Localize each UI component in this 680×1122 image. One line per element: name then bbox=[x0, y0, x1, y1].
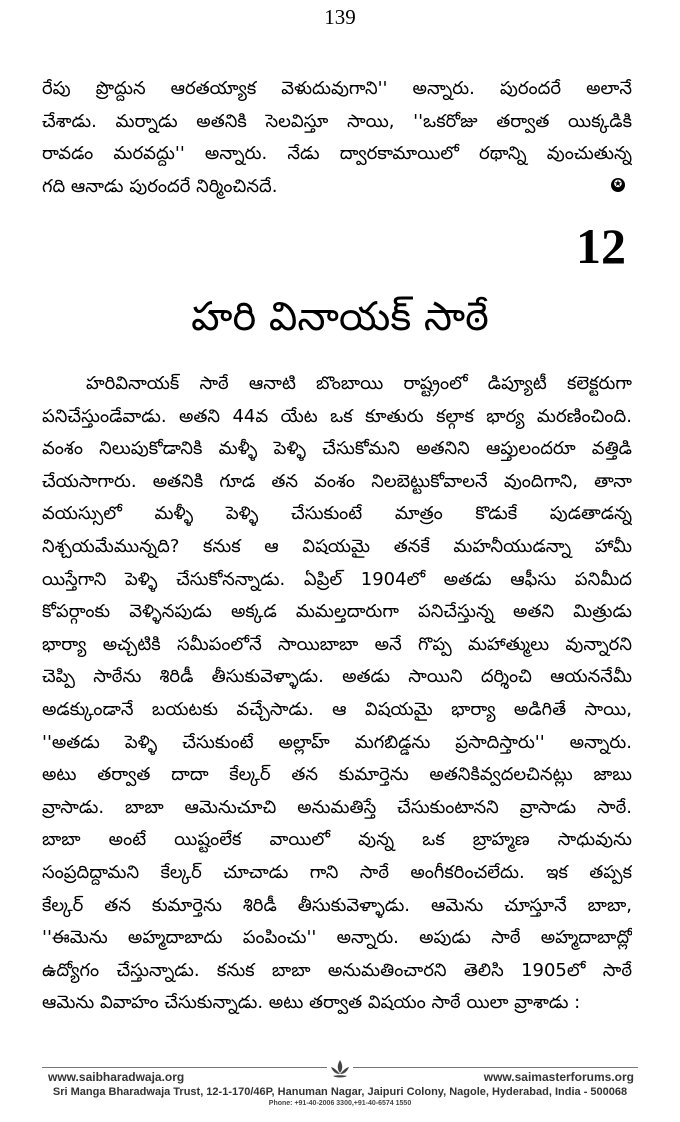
text-line: కోపర్గాంకు వెళ్ళినపుడు అక్కడ మమల్తదారుగా పనిచేస్తున్న అతని మిత్రుడు bbox=[42, 601, 632, 623]
publisher-address: Sri Manga Bharadwaja Trust, 12-1-170/46P, Hanuman Nagar, Jaipuri Colony, Nagole, Hyderabad, India - 500068 bbox=[52, 1086, 628, 1098]
text-line: వంశం నిలుపుకోడానికి మళ్ళీ పెళ్ళి చేసుకోమని అతనిని ఆప్తులందరూ వత్తిడి bbox=[42, 438, 632, 460]
text-line: అటు తర్వాత దాదా కేల్కర్ తన కుమార్తెను అతనికివ్వదలచినట్లు జాబు bbox=[42, 764, 632, 786]
text-line: ''ఈమెను అహ్మదాబాదు పంపించు'' అన్నారు. అపుడు సాఠే అహ్మదాబాద్లో bbox=[42, 927, 632, 949]
text-line: వ్రాసాడు. బాబా ఆమెనుచూచి అనుమతిస్తే చేసుకుంటానని వ్రాసాడు సాఠే. bbox=[42, 796, 632, 818]
text-line: చేశాడు. మర్నాడు అతనికి సెలవిస్తూ సాయి, ''ఒకరోజు తర్వాత యిక్కడికి bbox=[42, 110, 632, 132]
text-line: గది ఆనాడు పురందరే నిర్మించినదే. bbox=[42, 175, 278, 197]
previous-chapter-ending-paragraph bbox=[42, 73, 632, 203]
text-line: హరివినాయక్ సాఠే ఆనాటి బొంబాయి రాష్ట్రంలో డిప్యూటీ కలెక్టరుగా bbox=[86, 373, 632, 394]
chapter-number: 12 bbox=[576, 218, 626, 274]
chapter-title: హరి వినాయక్ సాఠే bbox=[191, 294, 489, 340]
text-line: ''అతడు పెళ్ళి చేసుకుంటే అల్లాహ్ మగబిడ్డను ప్రసాదిస్తారు'' అన్నారు. bbox=[42, 731, 632, 753]
text-line: అడక్కుండానే బయటకు వచ్చేసాడు. ఆ విషయమై భార్యా అడిగితే సాయి, bbox=[42, 698, 632, 720]
text-line: చెప్పి సాఠేను శిరిడీ తీసుకువెళ్ళాడు. అతడు సాయిని దర్శించి ఆయననేమీ bbox=[42, 666, 632, 688]
website-url-right: www.saimasterforums.org bbox=[483, 1070, 634, 1084]
star-in-circle-icon: ✪ bbox=[611, 178, 625, 192]
website-url-left: www.saibharadwaja.org bbox=[48, 1070, 185, 1084]
publisher-phone: Phone: +91-40-2006 3300,+91-40-6574 1550 bbox=[268, 1100, 412, 1107]
text-line: భార్యా అచ్చటికి సమీపంలోనే సాయిబాబా అనే గొప్ప మహాత్ములు వున్నారని bbox=[42, 633, 632, 655]
text-line: ఉద్యోగం చేస్తున్నాడు. కనుక బాబా అనుమతించారని తెలిసి 1905లో సాఠే bbox=[42, 959, 632, 981]
lotus-emblem-icon bbox=[327, 1057, 353, 1083]
page-number: 139 bbox=[324, 5, 356, 29]
text-line: చేయసాగారు. అతనికి గూడ తన వంశం నిలబెట్టుకోవాలనే వుందిగాని, తానా bbox=[42, 470, 632, 492]
text-line: ఆమెను వివాహం చేసుకున్నాడు. అటు తర్వాత విషయం సాఠే యిలా వ్రాశాడు : bbox=[42, 992, 581, 1014]
text-line: సంప్రదిద్దామని కేల్కర్ చూచాడు గాని సాఠే అంగీకరించలేదు. ఇక తప్పక bbox=[42, 861, 632, 883]
text-line: వయస్సులో మళ్ళీ పెళ్ళి చేసుకుంటే మాత్రం కొడుకే పుడతాడన్న bbox=[42, 503, 632, 525]
text-line: పనిచేస్తుండేవాడు. అతని 44వ యేట ఒక కూతురు కల్గాక భార్య మరణించింది. bbox=[42, 405, 632, 427]
text-line: రావడం మరవద్దు'' అన్నారు. నేడు ద్వారకామాయిలో రథాన్ని వుంచుతున్న bbox=[42, 143, 632, 165]
text-line: యిస్తేగాని పెళ్ళి చేసుకోనన్నాడు. ఏప్రిల్ 1904లో అతడు ఆఫీసు పనిమీద bbox=[42, 568, 632, 590]
text-line: కేల్కర్ తన కుమార్తెను శిరిడీ తీసుకువెళ్ళాడు. ఆమెను చూస్తూనే బాబా, bbox=[42, 894, 632, 916]
text-line: రేపు ప్రొద్దున ఆరతయ్యాక వెళుదువుగాని'' అన్నారు. పురందరే అలానే bbox=[42, 78, 632, 99]
text-line: బాబా అంటే యిష్టంలేక వాయిలో వున్న ఒక బ్రాహ్మణ సాధువును bbox=[42, 829, 632, 851]
text-line: నిశ్చయమేమున్నది? కనుక ఆ విషయమై తనకే మహనీయుడన్నా హామీ bbox=[42, 535, 632, 557]
chapter-body-paragraph bbox=[42, 368, 632, 1020]
